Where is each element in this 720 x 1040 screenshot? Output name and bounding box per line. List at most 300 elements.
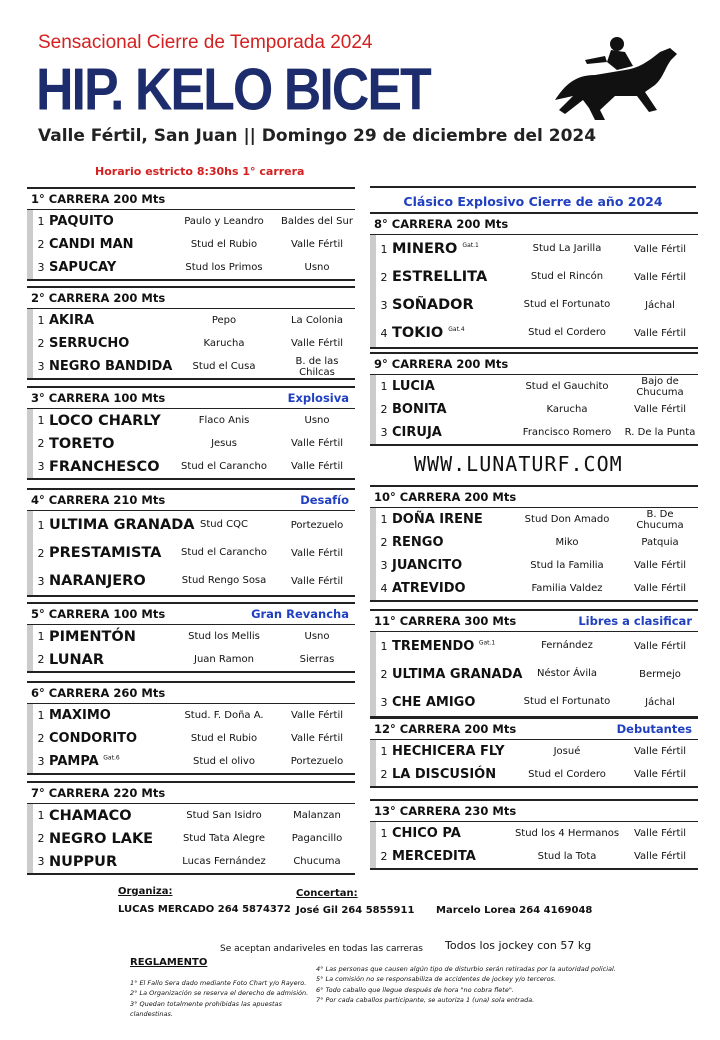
horse-name-text: MERCEDITA (392, 849, 476, 864)
entry-number (376, 327, 392, 340)
entry-number (33, 832, 49, 845)
entry-number-text: 2 (37, 238, 45, 251)
horse-name-text: PAQUITO (49, 214, 114, 229)
stud-name-text: Francisco Romero (522, 426, 612, 438)
entry-number-text: 3 (37, 755, 45, 768)
stud-name (512, 696, 622, 708)
origin-text: Valle Fértil (633, 746, 687, 757)
horse-name-text: LUCIA (392, 379, 435, 394)
race-divider (370, 347, 698, 349)
stud-name (169, 262, 279, 274)
race-8 (370, 212, 698, 349)
horse-name (49, 436, 169, 452)
rule-6: 6° Todo caballo que llegue después de hora "no cobra flete". (316, 985, 514, 994)
stud-name (169, 239, 279, 251)
entry-row (27, 827, 355, 850)
entry-number (33, 755, 49, 768)
origin-text: R. De la Punta (624, 427, 696, 438)
horse-name (49, 336, 169, 351)
entry-number-text: 3 (37, 574, 45, 588)
horse-name-text: SAPUCAY (49, 260, 117, 275)
race-divider (370, 786, 698, 788)
origin-text: Valle Fértil (633, 404, 687, 415)
entry-number (33, 360, 49, 373)
entry-number (376, 768, 392, 781)
stud-name-text: Paulo y Leandro (184, 215, 264, 227)
entry-number-text: 1 (37, 709, 45, 722)
entry-number (33, 238, 49, 251)
race-5 (27, 602, 355, 673)
race-6 (27, 681, 355, 775)
entry-number-text: 1 (380, 639, 388, 653)
entry-number-text: 2 (380, 536, 388, 549)
origin-text: Bajo de Chucuma (636, 375, 684, 398)
entry-number (376, 426, 392, 439)
horse-name-text: ULTIMA GRANADA (49, 517, 195, 533)
horse-name-text: BONITA (392, 402, 447, 417)
origin (279, 216, 355, 227)
stud-name (169, 856, 279, 868)
stud-name (169, 519, 279, 531)
entry-number-text: 1 (380, 242, 388, 256)
origin-text: Valle Fértil (633, 271, 687, 283)
race-title: 6° CARRERA 260 Mts (31, 686, 166, 700)
origin-text: Valle Fértil (290, 733, 344, 744)
stud-name (169, 810, 279, 822)
stud-name-text: Stud Tata Alegre (182, 832, 266, 844)
race-divider (27, 279, 355, 281)
stud-name (512, 537, 622, 549)
origin (622, 404, 698, 415)
entry-number (376, 513, 392, 526)
horse-name (392, 744, 512, 759)
entry-row (27, 309, 355, 332)
entry-number (33, 575, 49, 588)
entry-row (27, 704, 355, 727)
entry-row (27, 539, 355, 567)
origin (622, 669, 698, 680)
horse-name-text: AKIRA (49, 313, 95, 328)
rules-right (316, 964, 656, 1006)
race-header (27, 386, 355, 409)
stud-name (512, 640, 622, 652)
stud-name (512, 583, 622, 595)
horse-name-text: TOKIO (392, 325, 444, 341)
horse-name (392, 379, 512, 394)
race-divider (27, 378, 355, 380)
rule-5: 5° La comisión no se responsabiliza de accidentes de jockey y/o terceros. (316, 975, 557, 984)
horse-name-text: ATREVIDO (392, 581, 466, 596)
entry-row (370, 291, 698, 319)
entry-number (376, 299, 392, 312)
entry-row (27, 210, 355, 233)
entry-number-text: 2 (380, 768, 388, 781)
horse-name (392, 269, 512, 285)
entry-number (33, 653, 49, 666)
entry-number (33, 337, 49, 350)
horse-name (49, 359, 173, 374)
horse-name-text: LA DISCUSIÓN (392, 767, 497, 782)
entry-number (376, 536, 392, 549)
entry-number-text: 2 (380, 850, 388, 863)
entry-row (27, 511, 355, 539)
reglamento-label: REGLAMENTO (130, 957, 208, 968)
origin (279, 631, 355, 642)
entry-number (376, 850, 392, 863)
stud-name-text: Stud Rengo Sosa (181, 575, 267, 587)
stud-name (169, 654, 279, 666)
entry-row (27, 355, 355, 378)
horse-name-text: LOCO CHARLY (49, 412, 161, 429)
entry-row (370, 740, 698, 763)
race-title: 2° CARRERA 200 Mts (31, 291, 166, 305)
race-title: 10° CARRERA 200 Mts (374, 490, 517, 504)
stud-name (169, 547, 279, 559)
race-title: 1° CARRERA 200 Mts (31, 192, 166, 206)
entry-number-text: 1 (37, 518, 45, 532)
horse-name (49, 652, 169, 668)
horse-name (49, 260, 169, 275)
event-date: Valle Fértil, San Juan || Domingo 29 de diciembre del 2024 (38, 126, 597, 146)
race-13 (370, 799, 698, 870)
origin (279, 356, 355, 378)
entry-number (376, 271, 392, 284)
origin (622, 769, 698, 780)
origin (279, 415, 355, 426)
stud-name (512, 746, 622, 758)
horse-name-text: PIMENTÓN (49, 628, 136, 645)
horse-name (49, 708, 169, 723)
stud-name (169, 438, 279, 450)
stud-name (169, 756, 279, 768)
horse-name (392, 512, 512, 527)
stud-name-text: Stud CQC (200, 519, 248, 531)
entry-row (370, 263, 698, 291)
origin-text: Valle Fértil (290, 710, 344, 721)
stud-name-text: Stud Don Amado (524, 513, 610, 525)
stud-name-text: Stud el olivo (193, 755, 255, 767)
race-header (370, 212, 698, 235)
race-title: 4° CARRERA 210 Mts (31, 493, 166, 507)
race-header (27, 781, 355, 804)
stud-name (512, 560, 622, 572)
entry-row (370, 822, 698, 845)
horse-name-text: PRESTAMISTA (49, 545, 162, 561)
horse-name-text: HECHICERA FLY (392, 744, 505, 759)
stud-name (512, 381, 622, 393)
origin (622, 427, 698, 438)
origin-text: Valle Fértil (633, 560, 687, 571)
race-header (27, 286, 355, 309)
entry-number-text: 2 (37, 832, 45, 845)
entry-row (370, 319, 698, 347)
race-11 (370, 609, 698, 718)
entry-number (33, 547, 49, 560)
entry-number (376, 243, 392, 256)
horse-name-text: JUANCITO (392, 558, 463, 573)
entry-number-text: 3 (37, 855, 45, 868)
entry-row (27, 750, 355, 773)
origin-text: Jáchal (645, 299, 675, 311)
race-header (370, 799, 698, 822)
race-7 (27, 781, 355, 875)
race-tag: Gran Revancha (251, 607, 349, 621)
gate-note: Gat.1 (478, 639, 496, 647)
origin (279, 733, 355, 744)
stud-name (169, 733, 279, 745)
stud-name (169, 338, 279, 350)
origin (279, 315, 355, 326)
origin-text: Valle Fértil (290, 438, 344, 449)
entry-number (33, 215, 49, 228)
schedule-note: Horario estricto 8:30hs 1° carrera (95, 165, 305, 178)
race-title: 11° CARRERA 300 Mts (374, 614, 517, 628)
race-title: 5° CARRERA 100 Mts (31, 607, 166, 621)
entry-row (370, 398, 698, 421)
entry-number-text: 1 (37, 414, 45, 427)
entry-row (27, 233, 355, 256)
entry-row (27, 648, 355, 671)
horse-name (49, 237, 169, 252)
entry-row (27, 727, 355, 750)
entry-number (376, 745, 392, 758)
origin (279, 576, 355, 587)
concertan-2: Marcelo Lorea 264 4169048 (436, 905, 593, 916)
stud-name-text: Miko (555, 536, 579, 548)
race-divider (27, 873, 355, 875)
horse-name (49, 413, 169, 429)
race-title: 3° CARRERA 100 Mts (31, 391, 166, 405)
stud-name (169, 575, 279, 587)
origin-text: Patquia (641, 537, 679, 548)
entry-number-text: 1 (37, 314, 45, 327)
horse-name-text: RENGO (392, 535, 444, 550)
origin (279, 548, 355, 559)
stud-name-text: Jesus (211, 437, 237, 449)
entry-number (376, 582, 392, 595)
horse-name (49, 731, 169, 746)
race-tag: Desafío (300, 493, 349, 507)
origin-text: Valle Fértil (633, 851, 687, 862)
entry-row (27, 256, 355, 279)
horse-name (392, 297, 512, 313)
stud-name-text: Pepo (211, 314, 237, 326)
entry-number-text: 3 (380, 559, 388, 572)
entry-number (33, 314, 49, 327)
horse-name (49, 854, 169, 870)
horse-name (392, 849, 512, 864)
entry-number-text: 1 (380, 513, 388, 526)
rule-7: 7° Por cada caballos participante, se autoriza 1 (una) sola entrada. (316, 996, 535, 1005)
race-title: 12° CARRERA 200 Mts (374, 722, 517, 736)
stud-name-text: Stud los Primos (185, 261, 263, 273)
stud-name-text: Stud La Jarilla (532, 243, 602, 255)
entry-row (370, 531, 698, 554)
entry-number-text: 2 (37, 546, 45, 560)
origin-text: Usno (304, 415, 330, 426)
stud-name-text: Stud los Mellis (188, 630, 260, 642)
race-tag: Explosiva (287, 391, 349, 405)
stud-name-text: Stud el Fortunato (523, 696, 611, 708)
stud-name-text: Stud el Rubio (190, 732, 258, 744)
horse-name-text: CANDI MAN (49, 237, 134, 252)
stud-name (512, 828, 622, 840)
horse-name (392, 695, 512, 710)
horse-name (49, 214, 169, 229)
entry-number (376, 559, 392, 572)
origin-text: Valle Fértil (290, 461, 344, 472)
horse-jockey-icon (545, 30, 695, 125)
race-title: 7° CARRERA 220 Mts (31, 786, 166, 800)
stud-name (169, 315, 279, 327)
origin-text: Portezuelo (290, 519, 344, 531)
gate-note: Gat.4 (448, 326, 465, 334)
race-divider (370, 868, 698, 870)
stud-name (512, 299, 622, 311)
entry-row (370, 508, 698, 531)
origin-text: Chucuma (293, 856, 341, 867)
origin (622, 560, 698, 571)
horse-name (49, 313, 169, 328)
origin (622, 851, 698, 862)
entry-number-text: 3 (37, 460, 45, 473)
race-header (370, 717, 698, 740)
origin-text: Valle Fértil (633, 769, 687, 780)
rule-2: 2° La Organización se reserva el derecho de admisión. (130, 989, 309, 998)
horse-name-text: LUNAR (49, 651, 105, 668)
entry-row (370, 660, 698, 688)
rules-left (130, 978, 310, 1020)
origin-text: B. de las Chilcas (295, 355, 339, 378)
race-header (27, 488, 355, 511)
race-header (27, 602, 355, 625)
stud-name-text: Stud la Tota (537, 850, 597, 862)
origin (279, 461, 355, 472)
race-header (370, 609, 698, 632)
entry-row (370, 688, 698, 716)
origin-text: Valle Fértil (633, 828, 687, 839)
stud-name-text: Stud los 4 Hermanos (514, 827, 620, 839)
entry-number (376, 696, 392, 709)
stud-name-text: Lucas Fernández (182, 855, 266, 867)
origin (622, 244, 698, 255)
stud-name (512, 514, 622, 526)
clasico-banner (370, 186, 696, 209)
website-link[interactable]: WWW.LUNATURF.COM (414, 452, 623, 476)
race-12 (370, 717, 698, 788)
horse-name-text: NEGRO BANDIDA (49, 359, 173, 374)
stud-name (169, 216, 279, 228)
entry-row (370, 554, 698, 577)
rule-3: 3° Quedan totalmente prohibidas las apuestas clandestinas. (130, 999, 282, 1019)
horse-name-text: PAMPA (49, 754, 99, 769)
entry-number (33, 630, 49, 643)
race-title: 9° CARRERA 200 Mts (374, 357, 509, 371)
entry-row (370, 845, 698, 868)
origin-text: Pagancillo (291, 833, 343, 844)
entry-number-text: 4 (380, 582, 388, 595)
origin-text: Baldes del Sur (281, 216, 353, 227)
entry-number-text: 1 (380, 827, 388, 840)
race-header (27, 187, 355, 210)
stud-name (169, 415, 279, 427)
andariveles-note: Se aceptan andariveles en todas las carreras (220, 944, 423, 954)
stud-name-text: Josué (553, 745, 581, 757)
entry-number-text: 2 (37, 653, 45, 666)
horse-name-text: CIRUJA (392, 425, 442, 440)
race-divider (27, 671, 355, 673)
entry-row (370, 421, 698, 444)
entry-number-text: 1 (380, 745, 388, 758)
entry-number-text: 2 (37, 337, 45, 350)
entry-number-text: 3 (37, 261, 45, 274)
horse-name (392, 241, 512, 257)
race-divider (370, 444, 698, 446)
concertan-1: José Gil 264 5855911 (296, 905, 415, 916)
horse-name (392, 425, 512, 440)
race-divider (27, 478, 355, 480)
organiza-value: LUCAS MERCADO 264 5874372 (118, 904, 291, 915)
origin (622, 583, 698, 594)
race-header (27, 681, 355, 704)
entry-number (33, 709, 49, 722)
origin (622, 746, 698, 757)
organiza-label: Organiza: (118, 886, 173, 897)
entry-row (370, 763, 698, 786)
horse-name-text: CHE AMIGO (392, 694, 476, 710)
entry-number (33, 261, 49, 274)
horse-name (392, 581, 512, 596)
horse-name-text: CHICO PA (392, 826, 461, 841)
origin-text: Usno (304, 262, 330, 273)
race-header (370, 485, 698, 508)
origin (279, 810, 355, 821)
origin-text: Usno (304, 631, 330, 642)
entry-number (376, 380, 392, 393)
page-title: HIP. KELO BICET (36, 56, 430, 124)
entry-number-text: 3 (380, 426, 388, 439)
rule-4: 4° Las personas que causen algún tipo de disturbio serán retiradas por la autoridad policial. (316, 965, 616, 973)
entry-row (370, 235, 698, 263)
horse-name-text: NEGRO LAKE (49, 830, 154, 847)
horse-name-text: SERRUCHO (49, 336, 130, 351)
origin-text: Valle Fértil (290, 239, 344, 250)
race-2 (27, 286, 355, 380)
origin (622, 300, 698, 311)
stud-name (512, 851, 622, 863)
origin (622, 641, 698, 652)
origin (279, 710, 355, 721)
stud-name-text: Stud el Carancho (181, 547, 267, 559)
origin (622, 697, 698, 708)
entry-number-text: 4 (380, 326, 388, 340)
race-title: 8° CARRERA 200 Mts (374, 217, 509, 231)
clasico-title: Clásico Explosivo Cierre de año 2024 (403, 194, 663, 209)
horse-name-text: ESTRELLITA (392, 269, 488, 285)
concertan-label: Concertan: (296, 888, 358, 899)
entry-row (27, 332, 355, 355)
origin-text: Jáchal (645, 696, 675, 708)
horse-name (49, 629, 169, 645)
race-title: 13° CARRERA 230 Mts (374, 804, 517, 818)
origin (279, 856, 355, 867)
origin (279, 239, 355, 250)
stud-name (512, 243, 622, 255)
horse-name (392, 666, 523, 682)
horse-name (392, 325, 512, 341)
event-subtitle: Sensacional Cierre de Temporada 2024 (38, 32, 373, 53)
stud-name (169, 361, 279, 373)
